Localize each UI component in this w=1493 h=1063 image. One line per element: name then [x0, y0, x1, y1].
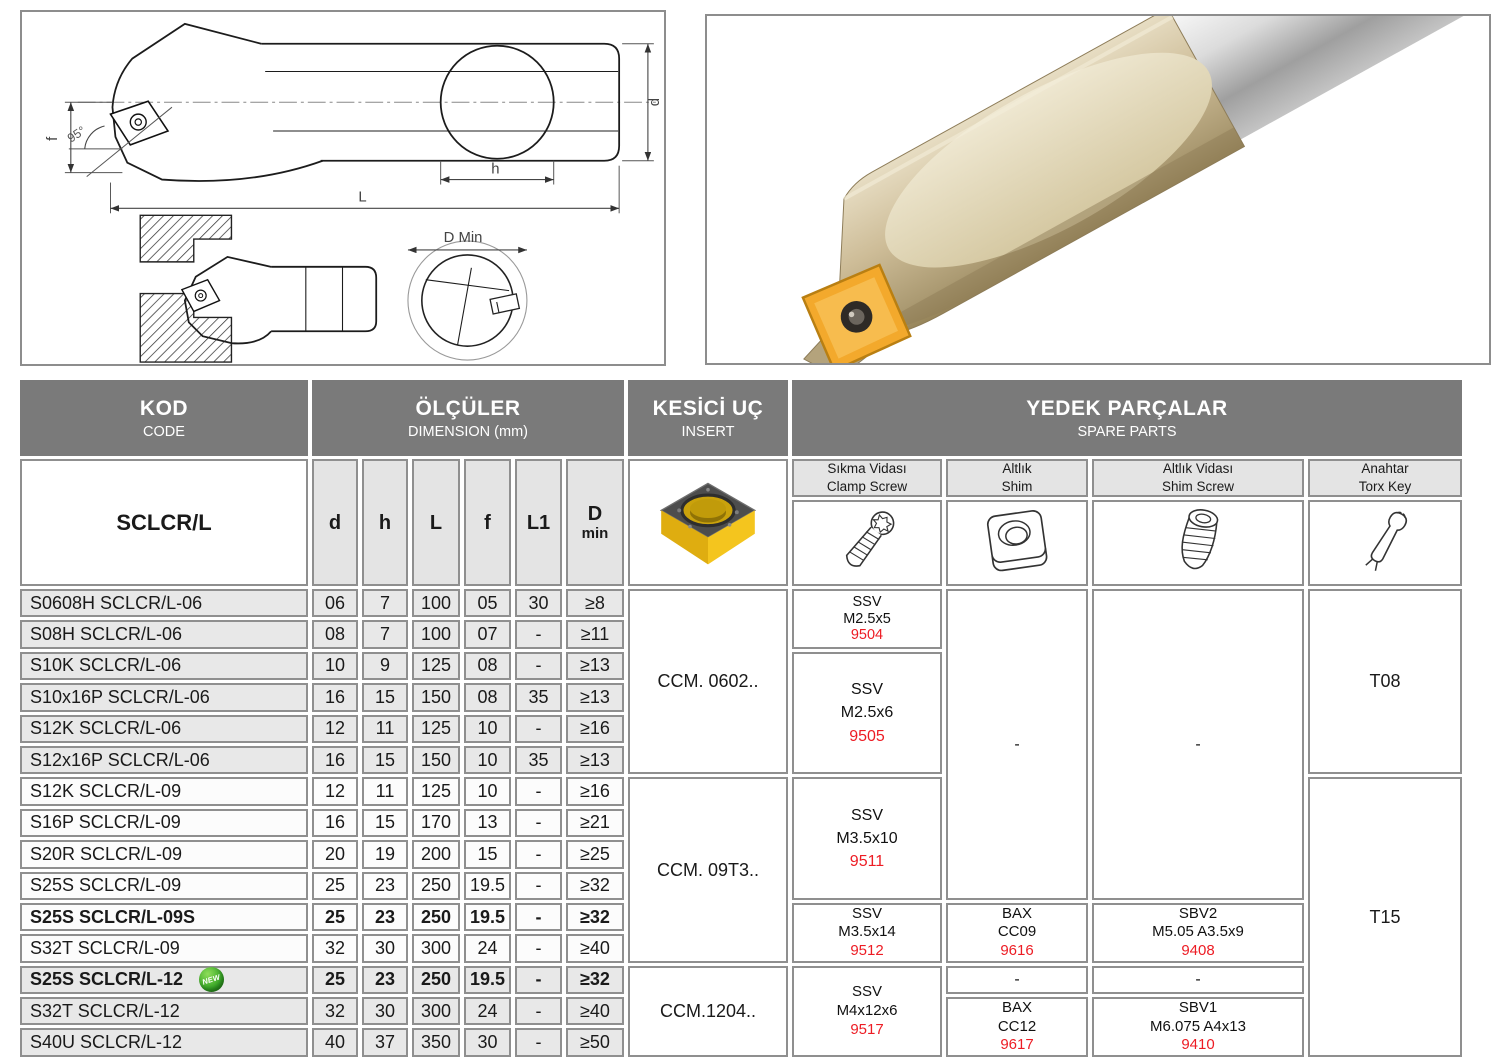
dim-cell-L1: - [515, 1028, 562, 1056]
shim-cell [946, 997, 1088, 1057]
dim-cell-f: 07 [464, 620, 511, 648]
header-dimensions-tr: ÖLÇÜLER [415, 396, 521, 420]
dim-cell-dmin: ≥11 [566, 620, 624, 648]
dim-cell-d: 16 [312, 809, 358, 837]
dim-cell-dmin: ≥13 [566, 746, 624, 774]
dim-cell-L: 100 [412, 589, 460, 617]
row-code [20, 966, 308, 994]
shim-screw-icon [1156, 504, 1240, 582]
col-header-shim [946, 459, 1088, 497]
h-label: h [491, 161, 500, 178]
dim-cell-L: 250 [412, 966, 460, 994]
part-size: M3.5x10 [836, 830, 898, 848]
row-code: S10x16P SCLCR/L-06 [20, 683, 308, 711]
torx-key-icon-cell [1308, 500, 1462, 586]
dim-cell-h: 23 [362, 872, 408, 900]
clamp-screw-label-en: Clamp Screw [826, 479, 908, 494]
angle-label: 95° [64, 123, 89, 146]
dim-cell-h: 23 [362, 903, 408, 931]
part-number: 9512 [850, 942, 884, 960]
spec-table [20, 380, 1462, 1057]
row-code: S25S SCLCR/L-09 [20, 872, 308, 900]
row-code: S0608H SCLCR/L-06 [20, 589, 308, 617]
dim-cell-d: 12 [312, 715, 358, 743]
shim-screw-dash: - [1195, 971, 1201, 989]
dim-cell-f: 08 [464, 652, 511, 680]
dim-cell-f: 19.5 [464, 872, 511, 900]
row-code: S12K SCLCR/L-09 [20, 777, 308, 805]
part-number: 9410 [1181, 1036, 1215, 1054]
dim-cell-dmin: ≥13 [566, 652, 624, 680]
dim-cell-h: 19 [362, 840, 408, 868]
dim-cell-dmin: ≥50 [566, 1028, 624, 1056]
part-name: SBV1 [1178, 998, 1218, 1016]
dim-cell-L1: - [515, 620, 562, 648]
part-name: SSV [850, 681, 883, 699]
shim-screw-label-tr: Altlık Vidası [1162, 460, 1234, 476]
torx-key-value: T15 [1369, 906, 1401, 927]
torx-key-label-en: Torx Key [1358, 479, 1412, 494]
dim-cell-L: 300 [412, 997, 460, 1025]
dim-cell-L: 250 [412, 903, 460, 931]
clamp-screw-cell [792, 777, 942, 900]
dim-cell-dmin: ≥32 [566, 966, 624, 994]
shim-screw-label-en: Shim Screw [1161, 479, 1234, 494]
shim-cell [946, 589, 1088, 900]
dim-cell-L1: 35 [515, 746, 562, 774]
part-number: 9517 [850, 1020, 884, 1038]
col-header-L: L [412, 459, 460, 586]
dmin-label: D Min [443, 230, 483, 247]
dim-cell-d: 32 [312, 934, 358, 962]
dim-cell-L: 125 [412, 652, 460, 680]
part-number: 9617 [1000, 1036, 1034, 1054]
col-header-shim-screw [1092, 459, 1304, 497]
shim-cell [946, 903, 1088, 963]
dim-cell-h: 23 [362, 966, 408, 994]
dim-cell-h: 37 [362, 1028, 408, 1056]
L-label: L [358, 189, 367, 206]
row-code: S10K SCLCR/L-06 [20, 652, 308, 680]
insert-label: CCM. 0602.. [657, 671, 759, 692]
shim-label-en: Shim [1001, 479, 1033, 494]
part-number: 9511 [849, 853, 885, 871]
dim-cell-dmin: ≥40 [566, 997, 624, 1025]
part-size: M2.5x6 [840, 704, 894, 722]
dim-cell-h: 9 [362, 652, 408, 680]
part-name: SSV [852, 593, 882, 610]
part-size: M3.5x14 [838, 923, 896, 941]
clamp-screw-icon [825, 504, 909, 582]
dim-cell-f: 10 [464, 715, 511, 743]
dim-cell-h: 11 [362, 715, 408, 743]
new-badge [199, 967, 224, 992]
insert-cell [628, 777, 788, 962]
row-code: S25S SCLCR/L-09S [20, 903, 308, 931]
part-name: SBV2 [1178, 904, 1218, 922]
new-badge-text: NEW [201, 972, 222, 988]
col-header-f: f [464, 459, 511, 586]
dim-cell-L: 125 [412, 715, 460, 743]
dim-cell-h: 15 [362, 746, 408, 774]
dim-cell-f: 19.5 [464, 966, 511, 994]
row-code: S12K SCLCR/L-06 [20, 715, 308, 743]
header-code [20, 380, 308, 456]
row-code: S16P SCLCR/L-09 [20, 809, 308, 837]
dim-cell-L: 150 [412, 683, 460, 711]
part-name: SSV [850, 806, 883, 824]
dim-cell-f: 05 [464, 589, 511, 617]
header-code-tr: KOD [139, 396, 189, 420]
row-code: S08H SCLCR/L-06 [20, 620, 308, 648]
dim-cell-L: 250 [412, 872, 460, 900]
dim-cell-h: 7 [362, 589, 408, 617]
dim-cell-f: 19.5 [464, 903, 511, 931]
dim-cell-dmin: ≥16 [566, 715, 624, 743]
dim-cell-L1: - [515, 903, 562, 931]
header-spare-parts-tr: YEDEK PARÇALAR [1026, 396, 1228, 420]
part-name: BAX [1001, 904, 1032, 922]
torx-key-icon [1343, 504, 1427, 582]
part-name: BAX [1001, 998, 1032, 1016]
col-header-d: d [312, 459, 358, 586]
shim-icon-cell [946, 500, 1088, 586]
header-insert [628, 380, 788, 456]
col-header-clamp-screw [792, 459, 942, 497]
dim-cell-h: 15 [362, 809, 408, 837]
shim-screw-cell [1092, 997, 1304, 1057]
dim-cell-f: 24 [464, 934, 511, 962]
row-code: S20R SCLCR/L-09 [20, 840, 308, 868]
torx-key-label-tr: Anahtar [1361, 460, 1409, 476]
shim-screw-icon-cell [1092, 500, 1304, 586]
shim-label-tr: Altlık [1002, 460, 1032, 476]
dim-cell-L1: - [515, 777, 562, 805]
dim-cell-h: 30 [362, 997, 408, 1025]
dim-cell-f: 10 [464, 746, 511, 774]
dim-cell-dmin: ≥32 [566, 872, 624, 900]
dim-cell-f: 08 [464, 683, 511, 711]
shim-screw-dash: - [1195, 735, 1201, 753]
dim-cell-L: 170 [412, 809, 460, 837]
technical-drawing-svg [22, 12, 664, 364]
header-code-en: CODE [143, 423, 185, 440]
dim-cell-d: 32 [312, 997, 358, 1025]
col-header-dmin [566, 459, 624, 586]
dim-cell-f: 30 [464, 1028, 511, 1056]
product-photo [705, 14, 1491, 365]
col-header-L1: L1 [515, 459, 562, 586]
dim-cell-L1: - [515, 997, 562, 1025]
col-header-h: h [362, 459, 408, 586]
dim-cell-d: 16 [312, 683, 358, 711]
clamp-screw-cell [792, 966, 942, 1057]
dim-cell-L: 150 [412, 746, 460, 774]
dim-cell-f: 10 [464, 777, 511, 805]
dim-cell-f: 15 [464, 840, 511, 868]
product-photo-svg [707, 16, 1489, 363]
part-number: 9408 [1181, 942, 1215, 960]
f-label: f [44, 136, 61, 141]
row-code-text: S25S SCLCR/L-12 [30, 969, 184, 990]
dim-cell-dmin: ≥40 [566, 934, 624, 962]
dim-cell-L1: - [515, 809, 562, 837]
dim-cell-f: 24 [464, 997, 511, 1025]
insert-cell [628, 966, 788, 1057]
dim-cell-f: 13 [464, 809, 511, 837]
dim-cell-d: 08 [312, 620, 358, 648]
insert-photo-icon [654, 477, 762, 569]
part-number: 9505 [849, 727, 885, 745]
series-code: SCLCR/L [20, 459, 308, 586]
insert-cell [628, 589, 788, 774]
dim-cell-L1: - [515, 715, 562, 743]
part-size: M4x12x6 [836, 1001, 898, 1019]
dim-cell-h: 11 [362, 777, 408, 805]
dim-cell-d: 25 [312, 872, 358, 900]
dim-cell-dmin: ≥16 [566, 777, 624, 805]
dim-cell-d: 25 [312, 966, 358, 994]
dim-cell-L: 350 [412, 1028, 460, 1056]
d-label: d [646, 97, 663, 107]
dim-cell-L1: 30 [515, 589, 562, 617]
part-size: M6.075 A4x13 [1150, 1017, 1246, 1035]
insert-label: CCM. 09T3.. [656, 859, 760, 880]
shim-dash: - [1014, 735, 1020, 753]
part-name: SSV [851, 904, 882, 922]
row-code: S32T SCLCR/L-09 [20, 934, 308, 962]
row-code: S32T SCLCR/L-12 [20, 997, 308, 1025]
torx-key-cell [1308, 777, 1462, 1057]
torx-key-cell [1308, 589, 1462, 774]
clamp-screw-cell [792, 652, 942, 775]
dim-cell-L: 200 [412, 840, 460, 868]
col-header-dmin-bottom: min [581, 525, 609, 542]
dim-cell-L: 300 [412, 934, 460, 962]
dim-cell-dmin: ≥13 [566, 683, 624, 711]
col-header-torx-key [1308, 459, 1462, 497]
dim-cell-dmin: ≥25 [566, 840, 624, 868]
part-number: 9616 [1000, 942, 1034, 960]
dim-cell-L1: - [515, 652, 562, 680]
shim-screw-cell [1092, 903, 1304, 963]
clamp-screw-cell [792, 903, 942, 963]
header-dimensions [312, 380, 624, 456]
header-insert-tr: KESİCİ UÇ [652, 396, 764, 420]
shim-cell [946, 966, 1088, 994]
shim-icon [975, 504, 1059, 582]
shim-screw-cell [1092, 966, 1304, 994]
torx-key-value: T08 [1369, 671, 1401, 692]
dim-cell-h: 7 [362, 620, 408, 648]
dim-cell-d: 25 [312, 903, 358, 931]
dim-cell-L1: - [515, 934, 562, 962]
insert-photo-cell [628, 459, 788, 586]
dim-cell-d: 16 [312, 746, 358, 774]
header-dimensions-en: DIMENSION (mm) [407, 423, 528, 440]
dim-cell-L1: - [515, 840, 562, 868]
clamp-screw-label-tr: Sıkma Vidası [827, 460, 907, 476]
part-size: CC12 [997, 1017, 1037, 1035]
part-name: SSV [851, 983, 882, 1001]
header-spare-parts [792, 380, 1462, 456]
dim-cell-d: 12 [312, 777, 358, 805]
dim-cell-d: 06 [312, 589, 358, 617]
row-code: S40U SCLCR/L-12 [20, 1028, 308, 1056]
dim-cell-dmin: ≥8 [566, 589, 624, 617]
part-size: M5.05 A3.5x9 [1152, 923, 1244, 941]
shim-dash: - [1014, 971, 1020, 989]
dim-cell-L1: 35 [515, 683, 562, 711]
clamp-screw-icon-cell [792, 500, 942, 586]
part-number: 9504 [850, 627, 884, 644]
part-size: M2.5x5 [843, 610, 891, 627]
part-size: CC09 [997, 923, 1037, 941]
dim-cell-d: 20 [312, 840, 358, 868]
dim-cell-dmin: ≥32 [566, 903, 624, 931]
header-insert-en: INSERT [681, 423, 735, 440]
technical-drawing [20, 10, 666, 366]
dim-cell-dmin: ≥21 [566, 809, 624, 837]
dim-cell-d: 10 [312, 652, 358, 680]
insert-label: CCM.1204.. [659, 1000, 757, 1021]
shim-screw-cell [1092, 589, 1304, 900]
dim-cell-L1: - [515, 872, 562, 900]
col-header-dmin-top: D [587, 503, 603, 525]
clamp-screw-cell [792, 589, 942, 649]
row-code: S12x16P SCLCR/L-06 [20, 746, 308, 774]
dim-cell-d: 40 [312, 1028, 358, 1056]
dim-cell-h: 30 [362, 934, 408, 962]
dim-cell-h: 15 [362, 683, 408, 711]
dim-cell-L: 100 [412, 620, 460, 648]
header-spare-parts-en: SPARE PARTS [1077, 423, 1177, 440]
dim-cell-L: 125 [412, 777, 460, 805]
dim-cell-L1: - [515, 966, 562, 994]
